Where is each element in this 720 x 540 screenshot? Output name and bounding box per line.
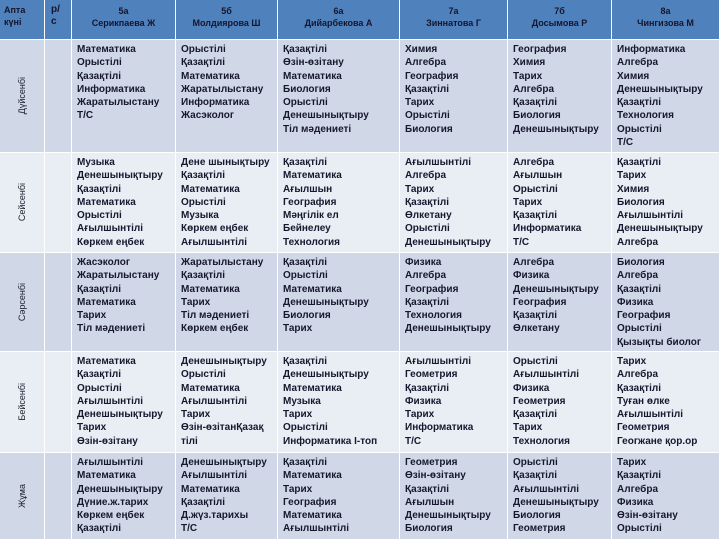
lesson-item: Дүние.ж.тарих <box>77 496 149 508</box>
lesson-item: Биология <box>513 110 561 122</box>
lesson-item: География <box>405 70 459 82</box>
lesson-item: География <box>513 44 567 55</box>
lesson-item: Технология <box>405 310 462 322</box>
lesson-item: Денешынықтыру <box>513 123 599 135</box>
lesson-item: Қазақтілі <box>77 369 121 381</box>
row-number-cell <box>45 153 72 253</box>
lesson-item: Денешынықтыру <box>513 283 599 295</box>
day-label: Сейсенбі <box>17 183 27 222</box>
lesson-item: Орыстілі <box>283 422 328 434</box>
lesson-item: Геогжане қор.ор <box>617 435 698 447</box>
lesson-item: Геометрия <box>513 523 566 535</box>
lesson-item: Орыстілі <box>77 57 122 69</box>
lesson-item: Математика <box>283 510 342 522</box>
lesson-item: Ағылшынтілі <box>77 395 144 407</box>
lesson-cell <box>278 40 400 153</box>
class-teacher: Досымова Р <box>531 18 588 28</box>
day-cell <box>0 153 45 253</box>
lesson-item: Тарих <box>405 97 435 109</box>
lesson-item: Өзін-өзітану <box>283 57 344 69</box>
header-class-7b <box>508 0 612 40</box>
lesson-cell <box>612 352 720 453</box>
lesson-item: Денешынықтыру <box>617 223 703 235</box>
lesson-item: Қазақтілі <box>77 70 121 82</box>
lesson-cell <box>176 153 278 253</box>
lesson-item: Биология <box>405 123 453 135</box>
lesson-item: Орыстілі <box>283 270 328 282</box>
lesson-item: Алгебра <box>513 157 555 168</box>
lesson-item: Физика <box>617 296 654 308</box>
lesson-item: Т/С <box>513 236 530 248</box>
lesson-cell <box>400 153 508 253</box>
lesson-item: Математика <box>77 296 136 308</box>
lesson-item: Алгебра <box>405 170 447 182</box>
lesson-item: Ағылшынтілі <box>77 457 144 468</box>
lesson-item: Геометрия <box>513 395 566 407</box>
lesson-cell <box>612 453 720 540</box>
lesson-cell <box>72 40 176 153</box>
lesson-cell <box>400 352 508 453</box>
lesson-item: Денешынықтыру <box>77 170 163 182</box>
lesson-cell <box>508 40 612 153</box>
lesson-cell <box>400 40 508 153</box>
lesson-item: Математика <box>77 44 136 55</box>
lesson-item: Ағылшынтілі <box>283 523 350 535</box>
lesson-item: Қазақтілі <box>405 483 449 495</box>
lesson-item: Ағылшынтілі <box>617 409 684 421</box>
lesson-item: Орыстілі <box>617 323 662 335</box>
lesson-item: Биология <box>617 257 665 268</box>
row-number-cell <box>45 352 72 453</box>
day-cell <box>0 352 45 453</box>
lesson-cell <box>508 153 612 253</box>
lesson-item: Математика <box>181 283 240 295</box>
class-grade: 7а <box>448 6 459 16</box>
lesson-item: Ағылшын <box>513 170 563 182</box>
lesson-item: Орыстілі <box>77 382 122 394</box>
lesson-item: Қазақтілі <box>513 97 557 109</box>
lesson-item: Көркем еңбек <box>77 510 145 522</box>
lesson-item: Денешынықтыру <box>513 496 599 508</box>
lesson-item: Қазақтілі <box>283 257 327 268</box>
lesson-item: Ағылшынтілі <box>181 236 248 248</box>
lesson-item: Тарих <box>283 323 313 335</box>
lesson-item: Қазақтілі <box>181 170 225 182</box>
lesson-item: Ағылшынтілі <box>181 395 248 407</box>
lesson-cell <box>508 453 612 540</box>
lesson-cell <box>278 352 400 453</box>
header-day-cell <box>0 0 45 40</box>
lesson-item: Жаратылыстану <box>77 270 160 282</box>
lesson-item: Қазақтілі <box>405 296 449 308</box>
class-teacher: Молдиярова Ш <box>192 18 261 28</box>
lesson-item: Өзін-өзітанҚазақ тілі <box>181 422 264 447</box>
lesson-item: Қазақтілі <box>283 44 327 55</box>
lesson-item: Қазақтілі <box>513 409 557 421</box>
lesson-item: Алгебра <box>405 57 447 69</box>
lesson-item: Қазақтілі <box>617 470 661 482</box>
header-number-label: р/с <box>51 4 60 27</box>
lesson-item: Жаратылыстану <box>181 83 264 95</box>
day-cell <box>0 253 45 352</box>
lesson-item: Физика <box>405 395 442 407</box>
lesson-item: Тарих <box>513 422 543 434</box>
lesson-item: Денешынықтыру <box>283 369 369 381</box>
lesson-item: Математика <box>77 470 136 482</box>
day-label: Жұма <box>17 483 27 508</box>
lesson-item: Химия <box>617 70 650 82</box>
lesson-item: Денешынықтыру <box>405 510 491 522</box>
lesson-item: Орыстілі <box>513 356 558 367</box>
lesson-item: Жасэколог <box>77 257 131 268</box>
lesson-item: Геометрия <box>405 369 458 381</box>
lesson-item: Биология <box>405 523 453 535</box>
lesson-item: Ағылшынтілі <box>617 210 684 222</box>
lesson-item: Тарих <box>77 422 107 434</box>
lesson-item: Денешынықтыру <box>181 356 267 367</box>
lesson-item: Қазақтілі <box>617 97 661 109</box>
lesson-item: Қазақтілі <box>405 196 449 208</box>
lesson-item: Денешынықтыру <box>617 83 703 95</box>
lesson-item: Орыстілі <box>181 44 226 55</box>
lesson-item: Денешынықтыру <box>283 296 369 308</box>
lesson-item: География <box>283 496 337 508</box>
lesson-cell <box>508 352 612 453</box>
lesson-item: Ағылшынтілі <box>513 483 580 495</box>
lesson-item: Қазақтілі <box>283 157 327 168</box>
lesson-item: Денешынықтыру <box>405 236 491 248</box>
lesson-cell <box>400 253 508 352</box>
lesson-cell <box>508 253 612 352</box>
row-number-cell <box>45 40 72 153</box>
class-teacher: Серикпаева Ж <box>91 18 156 28</box>
lesson-item: Өлкетану <box>405 210 452 222</box>
lesson-item: Математика <box>283 283 342 295</box>
lesson-item: Орыстілі <box>283 97 328 109</box>
lesson-cell <box>176 352 278 453</box>
lesson-item: Т/С <box>181 523 198 535</box>
lesson-item: Математика <box>77 196 136 208</box>
day-label: Дүйсенбі <box>17 77 27 115</box>
header-number-cell <box>45 0 72 40</box>
lesson-item: Алгебра <box>405 270 447 282</box>
lesson-item: География <box>617 310 671 322</box>
lesson-item: Қазақтілі <box>617 382 661 394</box>
lesson-item: Химия <box>405 44 438 55</box>
lesson-item: Математика <box>181 382 240 394</box>
lesson-item: Қазақтілі <box>617 283 661 295</box>
lesson-item: Орыстілі <box>617 123 662 135</box>
lesson-item: Т/С <box>617 137 634 149</box>
lesson-cell <box>612 253 720 352</box>
header-class-7a <box>400 0 508 40</box>
lesson-item: Көркем еңбек <box>181 323 249 335</box>
lesson-item: Алгебра <box>617 369 659 381</box>
lesson-item: Орыстілі <box>405 110 450 122</box>
lesson-item: Физика <box>617 496 654 508</box>
lesson-item: Өлкетану <box>513 323 560 335</box>
lesson-item: Көркем еңбек <box>77 236 145 248</box>
lesson-item: Орыстілі <box>513 183 558 195</box>
day-cell <box>0 453 45 540</box>
lesson-item: Өзін-өзітану <box>405 470 466 482</box>
lesson-item: Жаратылыстану <box>77 97 160 109</box>
lesson-item: Математика <box>181 70 240 82</box>
lesson-item: Геометрия <box>617 422 670 434</box>
lesson-item: Тарих <box>513 196 543 208</box>
class-teacher: Дийарбекова А <box>304 18 373 28</box>
lesson-item: Орыстілі <box>181 369 226 381</box>
class-teacher: Чингизова М <box>637 18 694 28</box>
lesson-item: Тіл мәдениеті <box>77 323 146 335</box>
lesson-item: Денешынықтыру <box>77 483 163 495</box>
lesson-item: Физика <box>405 257 442 268</box>
lesson-item: География <box>283 196 337 208</box>
lesson-item: География <box>513 296 567 308</box>
lesson-item: Информатика <box>77 83 146 95</box>
lesson-item: Т/С <box>77 110 94 122</box>
lesson-item: Ағылшын <box>405 496 455 508</box>
row-number-cell <box>45 453 72 540</box>
header-class-5a <box>72 0 176 40</box>
lesson-item: Дене шынықтыру <box>181 157 270 168</box>
lesson-item: Орыстілі <box>405 223 450 235</box>
lesson-item: География <box>405 283 459 295</box>
lesson-item: Химия <box>617 183 650 195</box>
lesson-item: Қазақтілі <box>405 83 449 95</box>
header-class-8a <box>612 0 720 40</box>
lesson-cell <box>278 253 400 352</box>
lesson-item: Математика <box>77 356 136 367</box>
lesson-item: Көркем еңбек <box>181 223 249 235</box>
lesson-item: Орыстілі <box>513 457 558 468</box>
class-teacher: Зиннатова Г <box>426 18 481 28</box>
lesson-item: Ағылшын <box>283 183 333 195</box>
lesson-item: Алгебра <box>617 236 659 248</box>
lesson-item: Қазақтілі <box>513 470 557 482</box>
lesson-cell <box>72 153 176 253</box>
lesson-item: Тарих <box>405 183 435 195</box>
day-label: Бейсенбі <box>17 383 27 421</box>
lesson-item: Биология <box>283 310 331 322</box>
lesson-item: Технология <box>617 110 674 122</box>
lesson-item: Геометрия <box>405 457 458 468</box>
lesson-item: Музыка <box>283 395 321 407</box>
lesson-item: Математика <box>181 183 240 195</box>
lesson-item: Қазақтілі <box>283 356 327 367</box>
lesson-item: Қазақтілі <box>77 183 121 195</box>
lesson-item: Денешынықтыру <box>283 110 369 122</box>
lesson-item: Алгебра <box>617 270 659 282</box>
lesson-item: Қазақтілі <box>181 57 225 69</box>
lesson-item: Қазақтілі <box>283 457 327 468</box>
lesson-cell <box>72 453 176 540</box>
lesson-item: Математика <box>181 483 240 495</box>
lesson-item: Орыстілі <box>181 196 226 208</box>
day-cell <box>0 40 45 153</box>
lesson-item: Д.жүз.тарихы <box>181 510 249 522</box>
class-grade: 5б <box>221 6 232 16</box>
header-class-5b <box>176 0 278 40</box>
header-class-6a <box>278 0 400 40</box>
lesson-item: Тіл мәдениеті <box>283 123 352 135</box>
row-number-cell <box>45 253 72 352</box>
lesson-item: Информатика <box>181 97 250 109</box>
lesson-item: Биология <box>283 83 331 95</box>
lesson-cell <box>72 352 176 453</box>
header-day-label: Апта күні <box>4 5 26 27</box>
lesson-cell <box>72 253 176 352</box>
lesson-item: Қызықты биолог <box>617 336 702 348</box>
lesson-item: Информатика <box>405 422 474 434</box>
lesson-item: Қазақтілі <box>77 283 121 295</box>
lesson-item: Қазақтілі <box>405 382 449 394</box>
lesson-item: Ағылшынтілі <box>405 157 472 168</box>
lesson-item: Технология <box>283 236 340 248</box>
lesson-item: Математика <box>283 382 342 394</box>
lesson-item: Алгебра <box>617 57 659 69</box>
lesson-item: Қазақтілі <box>513 210 557 222</box>
lesson-item: Тарих <box>283 409 313 421</box>
lesson-cell <box>612 153 720 253</box>
lesson-cell <box>176 453 278 540</box>
lesson-cell <box>176 253 278 352</box>
lesson-item: Музыка <box>77 157 115 168</box>
lesson-item: Тіл мәдениеті <box>181 310 250 322</box>
class-grade: 8а <box>660 6 671 16</box>
lesson-cell <box>176 40 278 153</box>
lesson-item: Т/С <box>405 435 422 447</box>
lesson-item: Тарих <box>617 457 647 468</box>
lesson-item: Математика <box>283 70 342 82</box>
lesson-item: Физика <box>513 382 550 394</box>
lesson-item: Ағылшынтілі <box>405 356 472 367</box>
lesson-item: Математика <box>283 170 342 182</box>
lesson-item: Қазақтілі <box>513 310 557 322</box>
lesson-item: Бейнелеу <box>283 223 331 235</box>
lesson-item: Денешынықтыру <box>181 457 267 468</box>
class-grade: 6а <box>333 6 344 16</box>
lesson-item: Тарих <box>181 296 211 308</box>
lesson-item: Туған өлке <box>617 395 670 407</box>
lesson-item: Ағылшынтілі <box>181 470 248 482</box>
lesson-item: Өзін-өзітану <box>617 510 678 522</box>
lesson-item: Биология <box>513 510 561 522</box>
lesson-cell <box>612 40 720 153</box>
lesson-item: Қазақтілі <box>617 157 661 168</box>
lesson-item: Қазақтілі <box>77 523 121 535</box>
lesson-item: Тарих <box>617 170 647 182</box>
lesson-item: Жасэколог <box>181 110 235 122</box>
lesson-item: Тарих <box>283 483 313 495</box>
class-grade: 7б <box>554 6 565 16</box>
lesson-cell <box>278 153 400 253</box>
lesson-item: Музыка <box>181 210 219 222</box>
lesson-item: Тарих <box>181 409 211 421</box>
lesson-item: Жаратылыстану <box>181 257 264 268</box>
lesson-item: Алгебра <box>617 483 659 495</box>
lesson-item: Мәңгілік ел <box>283 210 339 222</box>
lesson-item: Ағылшынтілі <box>513 369 580 381</box>
lesson-item: Денешынықтыру <box>77 409 163 421</box>
lesson-item: Технология <box>513 435 570 447</box>
lesson-item: Тарих <box>77 310 107 322</box>
lesson-item: Информатика <box>617 44 686 55</box>
lesson-item: Денешынықтыру <box>405 323 491 335</box>
class-grade: 5а <box>118 6 129 16</box>
lesson-cell <box>278 453 400 540</box>
lesson-cell <box>400 453 508 540</box>
lesson-item: Алгебра <box>513 83 555 95</box>
lesson-item: Биология <box>617 196 665 208</box>
lesson-item: Информатика I-топ <box>283 435 378 447</box>
lesson-item: Математика <box>283 470 342 482</box>
day-label: Сәрсенбі <box>17 282 27 322</box>
lesson-item: Физика <box>513 270 550 282</box>
lesson-item: Тарих <box>405 409 435 421</box>
lesson-item: Өзін-өзітану <box>77 435 138 447</box>
lesson-item: Тарих <box>513 70 543 82</box>
lesson-item: Информатика <box>513 223 582 235</box>
lesson-item: Химия <box>513 57 546 69</box>
lesson-item: Қазақтілі <box>181 496 225 508</box>
lesson-item: Орыстілі <box>77 210 122 222</box>
lesson-item: Ағылшынтілі <box>77 223 144 235</box>
lesson-item: Тарих <box>617 356 647 367</box>
lesson-item: Қазақтілі <box>181 270 225 282</box>
lesson-item: Орыстілі <box>617 523 662 535</box>
lesson-item: Алгебра <box>513 257 555 268</box>
